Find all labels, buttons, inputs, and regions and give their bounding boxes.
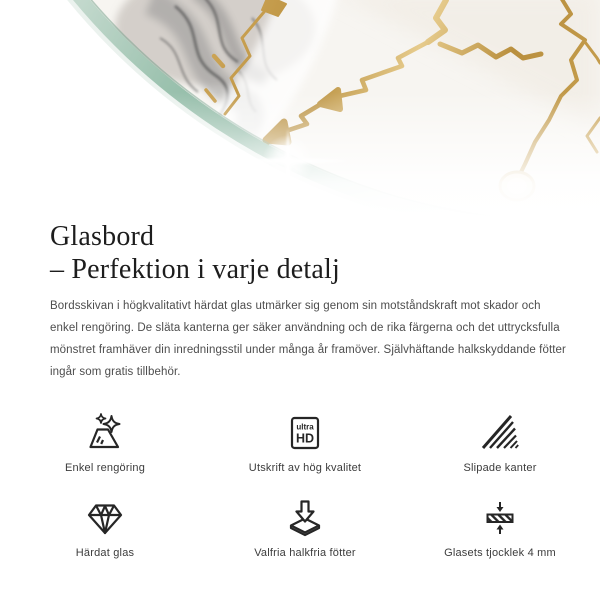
feature-grid bbox=[0, 409, 600, 559]
feature-label: Slipade kanter bbox=[463, 462, 537, 474]
ultra-hd-badge-top: ultra bbox=[296, 422, 314, 432]
feature-polished-edges bbox=[400, 409, 600, 474]
glass-thickness-icon bbox=[480, 494, 520, 538]
product-description-section bbox=[0, 220, 600, 383]
glass-table-photo bbox=[0, 0, 600, 218]
sparkle-clean-icon bbox=[85, 409, 125, 453]
feature-easy-cleaning bbox=[0, 409, 210, 474]
feature-tempered-glass bbox=[0, 494, 210, 559]
ultra-hd-icon bbox=[285, 409, 325, 453]
page-title-line2: – Perfektion i varje detalj bbox=[50, 254, 340, 285]
product-description-text: Bordsskivan i högkvalitativt härdat glas utmärker sig genom sin motståndskraft mot skador och enkel rengöring. De släta kanterna ger säker användning och de rika färgerna och det uttrycksfulla mönstret framhäver din inredningsstil under många år framöver. Självhäftande halkskyddande fötter ingår som gratis tillbehör. bbox=[50, 300, 566, 378]
feature-label: Valfria halkfria fötter bbox=[254, 547, 356, 559]
page-title bbox=[50, 220, 550, 286]
page-title-line1: Glasbord bbox=[50, 221, 155, 252]
feature-label: Enkel rengöring bbox=[64, 462, 146, 474]
feature-non-slip-feet bbox=[210, 494, 400, 559]
ultra-hd-badge-bottom: HD bbox=[295, 431, 315, 446]
diamond-icon bbox=[85, 494, 125, 538]
feature-label: Härdat glas bbox=[75, 547, 135, 559]
feature-glass-thickness bbox=[400, 494, 600, 559]
feature-print-quality bbox=[210, 409, 400, 474]
feature-label: Glasets tjocklek 4 mm bbox=[444, 547, 556, 559]
hero-product-photo bbox=[0, 0, 600, 218]
feature-label: Utskrift av hög kvalitet bbox=[248, 462, 362, 474]
beveled-edges-icon bbox=[480, 409, 520, 453]
non-slip-feet-icon bbox=[285, 494, 325, 538]
